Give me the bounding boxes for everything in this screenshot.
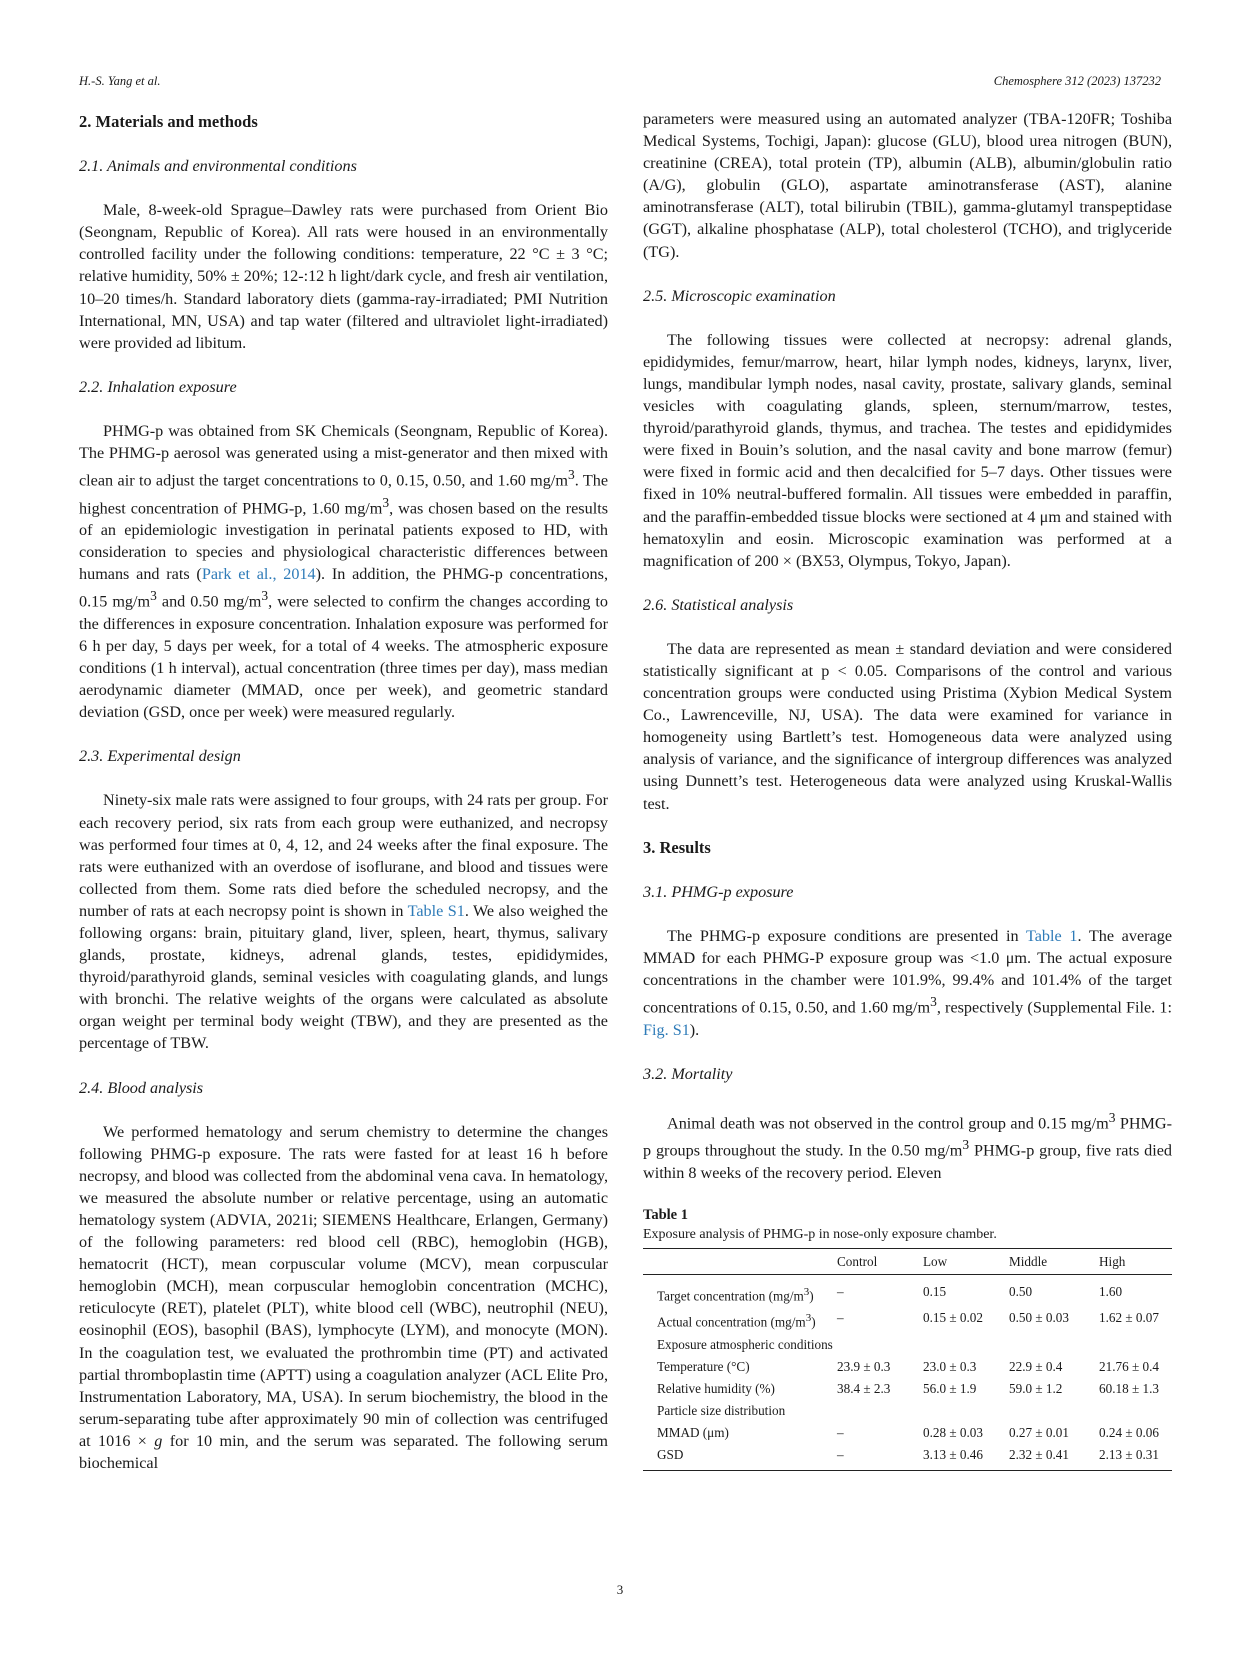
table-cell: 0.24 ± 0.06 bbox=[1099, 1424, 1159, 1440]
running-header-authors: H.-S. Yang et al. bbox=[79, 74, 161, 88]
table-cell: 60.18 ± 1.3 bbox=[1099, 1380, 1159, 1396]
table-row-gsd bbox=[643, 1444, 1172, 1471]
table-cell: 56.0 ± 1.9 bbox=[923, 1380, 977, 1396]
table-cell: 21.76 ± 0.4 bbox=[1099, 1358, 1159, 1374]
row-label: Actual concentration $(mg/m^3)$ bbox=[657, 1312, 816, 1330]
table-cell: 0.15 bbox=[923, 1283, 947, 1299]
paragraph-statistics: The data are represented as mean ± standard deviation and were considered statistically significant at p < 0.05. Comparisons of the control and various concentration groups were conducted using Pristima (Xybion Medical System Co., Lawrenceville, NJ, USA). The data were examined for variance in homogeneity using Bartlett’s test. Homogeneous data were analyzed using analysis of variance, and the significance of intergroup differences was analyzed using Dunnett’s test. Heterogeneous data were analyzed using Kruskal-Wallis test. bbox=[643, 639, 1172, 813]
paragraph-inhalation: PHMG-p was obtained from SK Chemicals (Seongnam, Republic of Korea). The PHMG-p aerosol was generated using a mist-generator and then mixed with clean air to adjust the target concentrations to 0, 0.15, 0.50, and 1.60 $mg/m^3$. The highest concentration of PHMG-p, 1.60 $mg/m^3$, was chosen based on the results of an epidemiologic investigation in perinatal patients exposed to HD, with consideration to species and physiological characteristic differences between humans and rats (Park et al., 2014). In addition, the PHMG-p concentrations, 0.15 $mg/m^3$ and 0.50 $mg/m^3$, were selected to confirm the changes according to the differences in exposure concentration. Inhalation exposure was performed for 6 h per day, 5 days per week, for a total of 4 weeks. The atmospheric exposure conditions (1 h interval), actual concentration (three times per day), mass median aerodynamic diameter (MMAD, once per week), and geometric standard deviation (GSD, once per week) were measured regularly. bbox=[79, 421, 609, 722]
table-cell: 23.0 ± 0.3 bbox=[923, 1358, 977, 1374]
table-cell: 2.13 ± 0.31 bbox=[1095, 1444, 1172, 1471]
table-cell: – bbox=[837, 1310, 844, 1326]
paragraph-microscopic: The following tissues were collected at necropsy: adrenal glands, epididymides, femur/marrow, heart, hilar lymph nodes, kidneys, larynx, liver, lungs, mandibular lymph nodes, nasal cavity, prostate, salivary glands, seminal vesicles with coagulating glands, spleen, sternum/marrow, testes, thyroid/parathyroid glands, thymus, and trachea. The testes and epididymides were fixed in Bouin’s solution, and the nasal cavity and bone marrow (femur) were fixed in formic acid and then decalcified for 5–7 days. Other tissues were fixed in 10% neutral-buffered formalin. All tissues were embedded in paraffin, and the paraffin-embedded tissue blocks were sectioned at 4 μm and stained with hematoxylin and eosin. Microscopic examination was performed at a magnification of 200 × (BX53, Olympus, Tokyo, Japan). bbox=[643, 330, 1172, 570]
citation-link-park-2014[interactable]: Park et al., 2014 bbox=[201, 565, 316, 584]
table-header-row bbox=[643, 1248, 1172, 1274]
subsection-heading-2-5: 2.5. Microscopic examination bbox=[643, 286, 836, 305]
table-cell: 22.9 ± 0.4 bbox=[1009, 1358, 1063, 1374]
table-cell: 0.27 ± 0.01 bbox=[1009, 1424, 1069, 1440]
subsection-heading-3-1: 3.1. PHMG-p exposure bbox=[643, 882, 794, 901]
table-cell: 3.13 ± 0.46 bbox=[919, 1444, 1005, 1471]
paragraph-animals: Male, 8-week-old Sprague–Dawley rats were purchased from Orient Bio (Seongnam, Republic of Korea). All rats were housed in an environmentally controlled facility under the following conditions: temperature, 22 °C ± 3 °C; relative humidity, 50% ± 20%; 12-:12 h light/dark cycle, and fresh air ventilation, 10–20 times/h. Standard laboratory diets (gamma-ray-irradiated; PMI Nutrition International, MN, USA) and tap water (filtered and ultraviolet light-irradiated) were provided ad libitum. bbox=[79, 201, 608, 352]
table-cell: – bbox=[837, 1283, 844, 1299]
figure-s1-link[interactable]: Fig. S1 bbox=[643, 1020, 690, 1039]
table-cell: 0.15 ± 0.02 bbox=[923, 1310, 983, 1326]
subsection-heading-2-6: 2.6. Statistical analysis bbox=[643, 595, 794, 614]
table-row-target bbox=[643, 1274, 1172, 1307]
group-label: Exposure atmospheric conditions bbox=[657, 1336, 833, 1352]
table-cell: 1.62 ± 0.07 bbox=[1099, 1310, 1159, 1326]
paragraph-exposure-results: The PHMG-p exposure conditions are presented in Table 1. The average MMAD for each PHMG-P exposure group was <1.0 μm. The actual exposure concentrations in the chamber were 101.9%, 99.4% and 101.4% of the target concentrations of 0.15, 0.50, and 1.60 $mg/m^3$, respectively (Supplemental File. 1: Fig. S1). bbox=[643, 926, 1173, 1039]
table-cell: 0.50 ± 0.03 bbox=[1009, 1310, 1069, 1326]
page-number: 3 bbox=[616, 1582, 624, 1597]
section-heading-materials-methods: 2. Materials and methods bbox=[79, 112, 258, 131]
table-1-link[interactable]: Table 1 bbox=[1025, 926, 1078, 945]
paragraph-blood-analysis-continued: parameters were measured using an automated analyzer (TBA-120FR; Toshiba Medical Systems, Tochigi, Japan): glucose (GLU), blood urea nitrogen (BUN), creatinine (CREA), total protein (TP), albumin (ALB), albumin/globulin ratio (A/G), globulin (GLO), aspartate aminotransferase (AST), alanine aminotransferase (ALT), total bilirubin (TBIL), gamma-glutamyl transpeptidase (GGT), alkaline phosphatase (ALP), total cholesterol (TCHO), and triglyceride (TG). bbox=[643, 110, 1172, 261]
table-title: Table 1 bbox=[643, 1206, 688, 1223]
table-row-actual bbox=[643, 1307, 1172, 1333]
subsection-heading-2-1: 2.1. Animals and environmental conditions bbox=[79, 157, 357, 176]
header-cell-middle: Middle bbox=[1005, 1248, 1095, 1274]
row-label: MMAD (μm) bbox=[657, 1424, 729, 1440]
running-header-journal: Chemosphere 312 (2023) 137232 bbox=[993, 74, 1161, 88]
paragraph-experimental-design: Ninety-six male rats were assigned to four groups, with 24 rats per group. For each recovery period, six rats from each group were euthanized, and necropsy was performed four times at 0, 4, 12, and 24 weeks after the final exposure. The rats were euthanized with an overdose of isoflurane, and blood and tissues were collected from them. Some rats died before the scheduled necropsy, and the number of rats at each necropsy point is shown in Table S1. We also weighed the following organs: brain, pituitary gland, liver, spleen, heart, thymus, salivary glands, prostate, kidneys, adrenal glands, testes, epididymides, thyroid/parathyroid glands, seminal vesicles with coagulating glands, and lungs with bronchi. The relative weights of the organs were calculated as absolute organ weight per terminal body weight (TBW), and they are presented as the percentage of TBW. bbox=[79, 791, 608, 1053]
paragraph-blood-analysis: We performed hematology and serum chemistry to determine the changes following PHMG-p exposure. The rats were fasted for at least 16 h before necropsy, and blood was collected from the abdominal vena cava. In hematology, we measured the absolute number or relative percentage, using an automatic hematology system (ADVIA, 2021i; SIEMENS Healthcare, Erlangen, Germany) of the following parameters: red blood cell (RBC), hemoglobin (HGB), hematocrit (HCT), mean corpuscular volume (MCV), mean corpuscular hemoglobin (MCH), mean corpuscular hemoglobin concentration (MCHC), reticulocyte (RET), platelet (PLT), white blood cell (WBC), neutrophil (NEU), eosinophil (EOS), basophil (BAS), lymphocyte (LYM), and monocyte (MON). In the coagulation test, we evaluated the prothrombin time (PT) and activated partial thromboplastin time (APTT) using a coagulation analyzer (ACL Elite Pro, Instrumentation Laboratory, MA, USA). In serum biochemistry, the blood in the serum-separating tube after approximately 90 min of collection was centrifuged at 1016 × g for 10 min, and the serum was separated. The following serum biochemical bbox=[79, 1122, 609, 1473]
table-caption: Exposure analysis of PHMG-p in nose-only exposure chamber. bbox=[643, 1226, 997, 1242]
table-cell: – bbox=[837, 1424, 844, 1440]
header-cell-label bbox=[643, 1248, 833, 1274]
table-row-humidity bbox=[643, 1378, 1172, 1400]
paragraph-mortality: Animal death was not observed in the control group and 0.15 $mg/m^3$ PHMG-p groups throughout the study. In the 0.50 $mg/m^3$ PHMG-p group, five rats died within 8 weeks of the recovery period. Eleven bbox=[643, 1109, 1173, 1182]
exposure-table bbox=[643, 1248, 1172, 1471]
table-cell: – bbox=[833, 1444, 919, 1471]
row-label: Temperature (°C) bbox=[657, 1358, 750, 1374]
table-cell: 1.60 bbox=[1099, 1283, 1123, 1299]
left-column bbox=[79, 108, 608, 1496]
table-row-temperature bbox=[643, 1356, 1172, 1378]
subsection-heading-3-2: 3.2. Mortality bbox=[643, 1064, 733, 1083]
table-cell: 23.9 ± 0.3 bbox=[837, 1358, 891, 1374]
subsection-heading-2-2: 2.2. Inhalation exposure bbox=[79, 377, 237, 396]
subsection-heading-2-3: 2.3. Experimental design bbox=[79, 747, 241, 766]
row-label: Target concentration $(mg/m^3)$ bbox=[657, 1285, 814, 1304]
table-group-row-particle bbox=[643, 1400, 1172, 1422]
group-label: Particle size distribution bbox=[657, 1402, 786, 1418]
header-cell-low: Low bbox=[919, 1248, 1005, 1274]
table-cell: 0.50 bbox=[1009, 1283, 1033, 1299]
row-label: GSD bbox=[643, 1444, 833, 1471]
table-row-mmad bbox=[643, 1422, 1172, 1444]
header-cell-control: Control bbox=[833, 1248, 919, 1274]
table-cell: 38.4 ± 2.3 bbox=[837, 1380, 891, 1396]
table-cell: 2.32 ± 0.41 bbox=[1005, 1444, 1095, 1471]
table-cell: 59.0 ± 1.2 bbox=[1009, 1380, 1063, 1396]
table-s1-link[interactable]: Table S1 bbox=[407, 901, 465, 920]
right-column bbox=[643, 108, 1172, 1471]
section-heading-results: 3. Results bbox=[643, 837, 711, 857]
subsection-heading-2-4: 2.4. Blood analysis bbox=[79, 1078, 204, 1097]
table-cell: 0.28 ± 0.03 bbox=[923, 1424, 983, 1440]
row-label: Relative humidity (%) bbox=[657, 1380, 775, 1396]
header-cell-high: High bbox=[1095, 1248, 1172, 1274]
table-group-row-atmospheric bbox=[643, 1334, 1172, 1356]
